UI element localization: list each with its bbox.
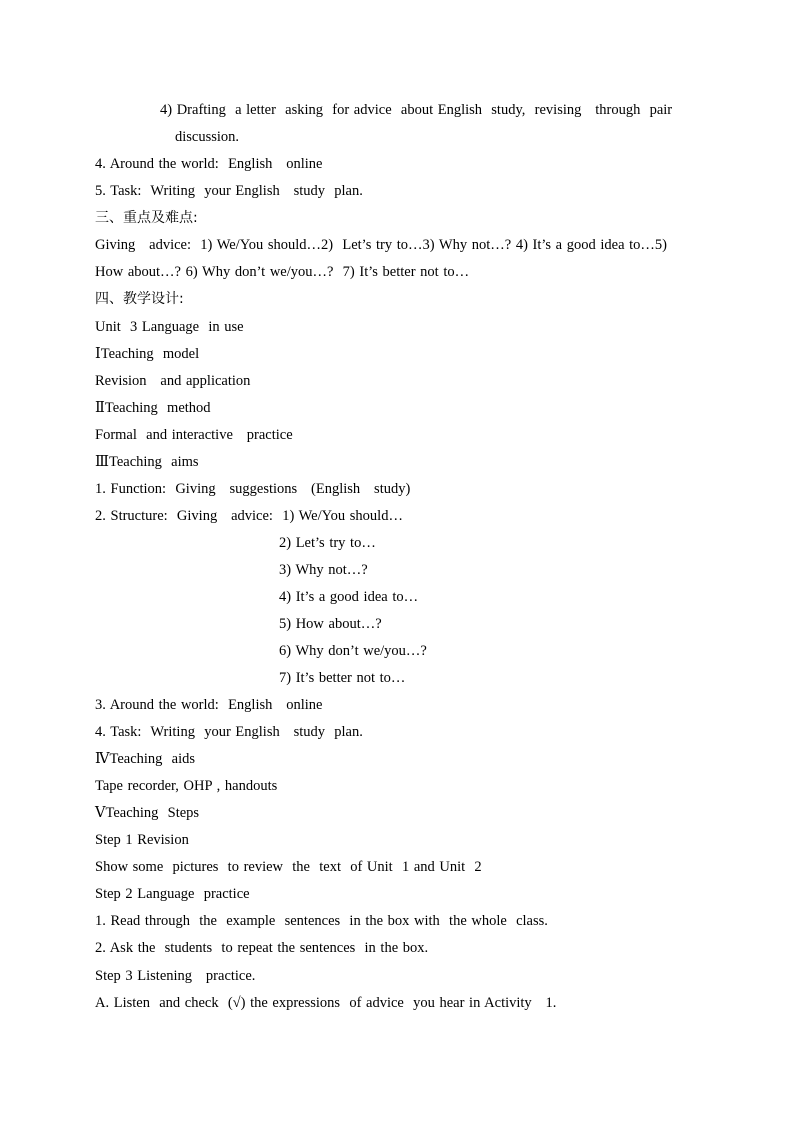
subheading-teaching-aims: ⅢTeaching aims (95, 454, 199, 470)
step-2-item-1: 1. Read through the example sentences in the box with the whole class. (95, 913, 548, 929)
outcome-item-4: 4) Drafting a letter asking for advice about English study, revising through pair (160, 102, 673, 118)
subheading-teaching-method: ⅡTeaching method (95, 400, 211, 416)
teaching-model-text: Revision and application (95, 373, 251, 389)
structure-item-6: 6) Why don’t we/you…? (279, 643, 427, 659)
structure-item-5: 5) How about…? (279, 616, 382, 632)
content-item-task: 5. Task: Writing your English study plan. (95, 183, 363, 199)
content-item-around-the-world: 4. Around the world: English online (95, 156, 323, 172)
step-2-heading: Step 2 Language practice (95, 886, 250, 902)
section-heading-key-points: 三、重点及难点: (95, 210, 198, 226)
key-points-line-1: Giving advice: 1) We/You should…2) Let’s try to…3) Why not…? 4) It’s a good idea to…5) (95, 237, 667, 253)
subheading-teaching-model: ⅠTeaching model (95, 346, 200, 362)
teaching-aids-text: Tape recorder, OHP , handouts (95, 778, 278, 794)
structure-item-3: 3) Why not…? (279, 562, 368, 578)
step-1-heading: Step 1 Revision (95, 832, 189, 848)
structure-item-7: 7) It’s better not to… (279, 670, 406, 686)
unit-title: Unit 3 Language in use (95, 319, 244, 335)
aims-function: 1. Function: Giving suggestions (English study) (95, 481, 411, 497)
outcome-item-4-continuation: discussion. (175, 129, 240, 145)
structure-item-4: 4) It’s a good idea to… (279, 589, 419, 605)
step-2-item-2: 2. Ask the students to repeat the sentences in the box. (95, 940, 429, 956)
aims-around-the-world: 3. Around the world: English online (95, 697, 323, 713)
structure-item-2: 2) Let’s try to… (279, 535, 376, 551)
section-heading-teaching-design: 四、教学设计: (95, 291, 184, 307)
step-3-heading: Step 3 Listening practice. (95, 968, 256, 984)
step-1-text: Show some pictures to review the text of Unit 1 and Unit 2 (95, 859, 482, 875)
step-3-item-a: A. Listen and check (√) the expressions of advice you hear in Activity 1. (95, 995, 557, 1011)
subheading-teaching-aids: ⅣTeaching aids (95, 751, 196, 767)
teaching-method-text: Formal and interactive practice (95, 427, 293, 443)
subheading-teaching-steps: ⅤTeaching Steps (95, 805, 200, 821)
key-points-line-2: How about…? 6) Why don’t we/you…? 7) It’s better not to… (95, 264, 470, 280)
aims-structure: 2. Structure: Giving advice: 1) We/You should… (95, 508, 403, 524)
aims-task: 4. Task: Writing your English study plan. (95, 724, 363, 740)
